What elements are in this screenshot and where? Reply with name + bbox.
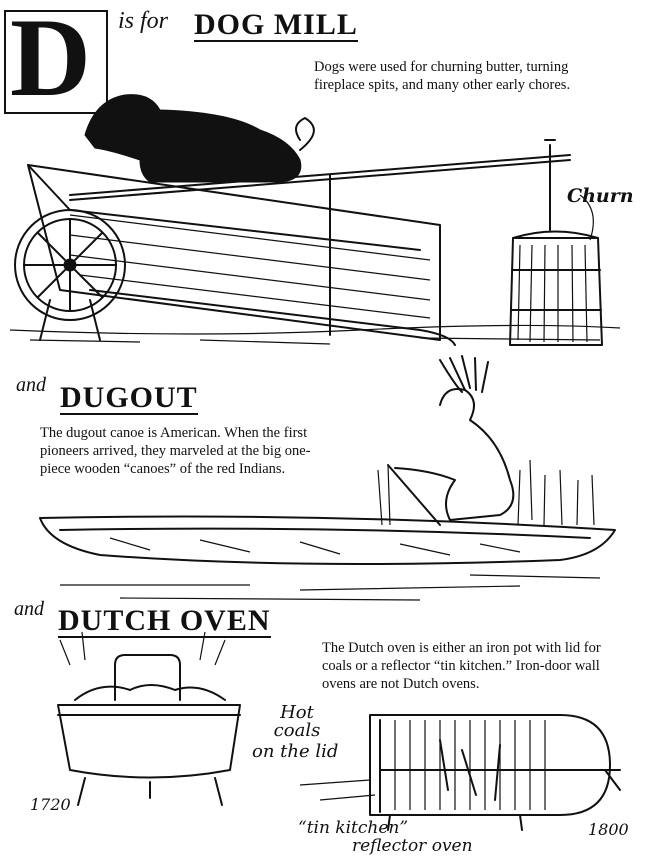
- churn-label: Churn: [567, 185, 634, 207]
- hot-coals-label-line1: Hot: [280, 702, 314, 723]
- dog-mill-description: Dogs were used for churning butter, turning fireplace spits, and many other early chores.: [314, 59, 571, 93]
- dutch-oven-title: DUTCH OVEN: [58, 604, 271, 637]
- dutch-oven-pot-illustration: [58, 632, 240, 805]
- pot-year: 1720: [30, 795, 71, 814]
- dog-mill-lead: is for: [118, 8, 169, 34]
- tin-kitchen-label-line2: reflector oven: [352, 836, 473, 856]
- hot-coals-label: [262, 704, 332, 740]
- dugout-lead: and: [16, 374, 46, 396]
- drop-cap-letter: D: [10, 0, 91, 120]
- dog-mill-title: DOG MILL: [194, 8, 358, 41]
- dugout-title: DUGOUT: [60, 381, 198, 414]
- dutch-oven-description: The Dutch oven is either an iron pot with lid for coals or a reflector “tin kitchen.” Iron-door wall ovens are not Dutch ovens.: [322, 640, 601, 692]
- dutch-oven-lead: and: [14, 598, 44, 620]
- hot-coals-label-line3: on the lid: [252, 741, 339, 762]
- tin-kitchen-label-line1: “tin kitchen”: [298, 818, 409, 838]
- tin-kitchen-year: 1800: [588, 820, 629, 839]
- dugout-description: The dugout canoe is American. When the first pioneers arrived, they marveled at the big one-piece wooden “canoes” of the red Indians.: [40, 425, 311, 477]
- dog-mill-illustration: [10, 95, 620, 345]
- hot-coals-label-line2: coals: [273, 720, 321, 741]
- tin-kitchen-oven-illustration: [300, 715, 620, 830]
